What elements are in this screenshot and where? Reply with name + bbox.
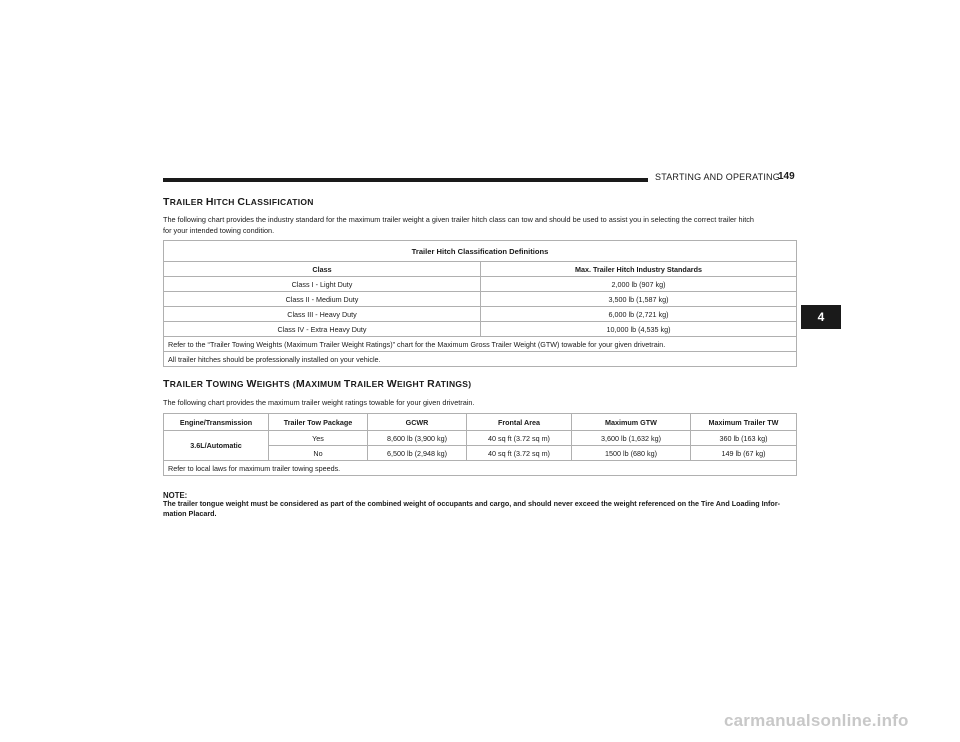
hitch-max-cell: 6,000 lb (2,721 kg)	[481, 307, 797, 322]
towing-col-frontal: Frontal Area	[467, 414, 572, 431]
watermark: carmanualsonline.info	[724, 711, 909, 730]
hitch-max-cell: 10,000 lb (4,535 kg)	[481, 322, 797, 337]
table-row	[164, 277, 797, 292]
table-row	[164, 322, 797, 337]
running-header-section: STARTING AND OPERATING	[655, 172, 780, 182]
table-row	[164, 431, 797, 446]
towing-intro-paragraph: The following chart provides the maximum trailer weight ratings towable for your given drivetrain.	[163, 398, 475, 407]
hitch-table-title: Trailer Hitch Classification Definitions	[164, 241, 797, 262]
towing-col-package: Trailer Tow Package	[269, 414, 368, 431]
hitch-table-note: All trailer hitches should be professionally installed on your vehicle.	[164, 352, 797, 367]
section-title-towing-weights: TRAILER TOWING WEIGHTS (MAXIMUM TRAILER WEIGHT RATINGS)	[163, 378, 472, 390]
towing-tw-cell: 360 lb (163 kg)	[691, 431, 797, 446]
towing-package-cell: Yes	[269, 431, 368, 446]
hitch-max-cell: 3,500 lb (1,587 kg)	[481, 292, 797, 307]
towing-table-footer: Refer to local laws for maximum trailer towing speeds.	[164, 461, 797, 476]
towing-col-engine: Engine/Transmission	[164, 414, 269, 431]
towing-gtw-cell: 1500 lb (680 kg)	[572, 446, 691, 461]
hitch-intro-line: The following chart provides the industry standard for the maximum trailer weight a given trailer hitch class can tow and should be used to assist you in selecting the correct trailer hitch	[163, 215, 754, 224]
hitch-col-max: Max. Trailer Hitch Industry Standards	[481, 262, 797, 277]
hitch-col-class: Class	[164, 262, 481, 277]
towing-col-gtw: Maximum GTW	[572, 414, 691, 431]
table-row	[164, 307, 797, 322]
section-title-hitch-classification: TRAILER HITCH CLASSIFICATION	[163, 196, 314, 208]
towing-frontal-cell: 40 sq ft (3.72 sq m)	[467, 431, 572, 446]
hitch-max-cell: 2,000 lb (907 kg)	[481, 277, 797, 292]
chapter-tab[interactable]: 4	[801, 305, 841, 329]
towing-gtw-cell: 3,600 lb (1,632 kg)	[572, 431, 691, 446]
header-rule	[163, 178, 648, 182]
towing-col-gcwr: GCWR	[368, 414, 467, 431]
page-number: 149	[778, 171, 795, 182]
note-line: mation Placard.	[163, 509, 217, 518]
hitch-class-cell: Class II - Medium Duty	[164, 292, 481, 307]
hitch-table-note: Refer to the “Trailer Towing Weights (Maximum Trailer Weight Ratings)” chart for the Maximum Gross Trailer Weight (GTW) towable for your given drivetrain.	[164, 337, 797, 352]
hitch-class-cell: Class III - Heavy Duty	[164, 307, 481, 322]
towing-package-cell: No	[269, 446, 368, 461]
hitch-classification-table	[163, 240, 797, 367]
hitch-intro-line: for your intended towing condition.	[163, 226, 275, 235]
towing-col-tw: Maximum Trailer TW	[691, 414, 797, 431]
hitch-class-cell: Class I - Light Duty	[164, 277, 481, 292]
towing-tw-cell: 149 lb (67 kg)	[691, 446, 797, 461]
hitch-class-cell: Class IV - Extra Heavy Duty	[164, 322, 481, 337]
note-label: NOTE:	[163, 491, 188, 500]
table-row	[164, 292, 797, 307]
hitch-intro-paragraph	[163, 214, 799, 236]
towing-frontal-cell: 40 sq ft (3.72 sq m)	[467, 446, 572, 461]
towing-gcwr-cell: 6,500 lb (2,948 kg)	[368, 446, 467, 461]
note-line: The trailer tongue weight must be considered as part of the combined weight of occupants and cargo, and should never exceed the weight referenced on the Tire And Loading Infor-	[163, 499, 781, 508]
note-text	[163, 499, 798, 519]
towing-engine-cell: 3.6L/Automatic	[164, 431, 269, 461]
towing-gcwr-cell: 8,600 lb (3,900 kg)	[368, 431, 467, 446]
towing-weights-table	[163, 413, 797, 476]
